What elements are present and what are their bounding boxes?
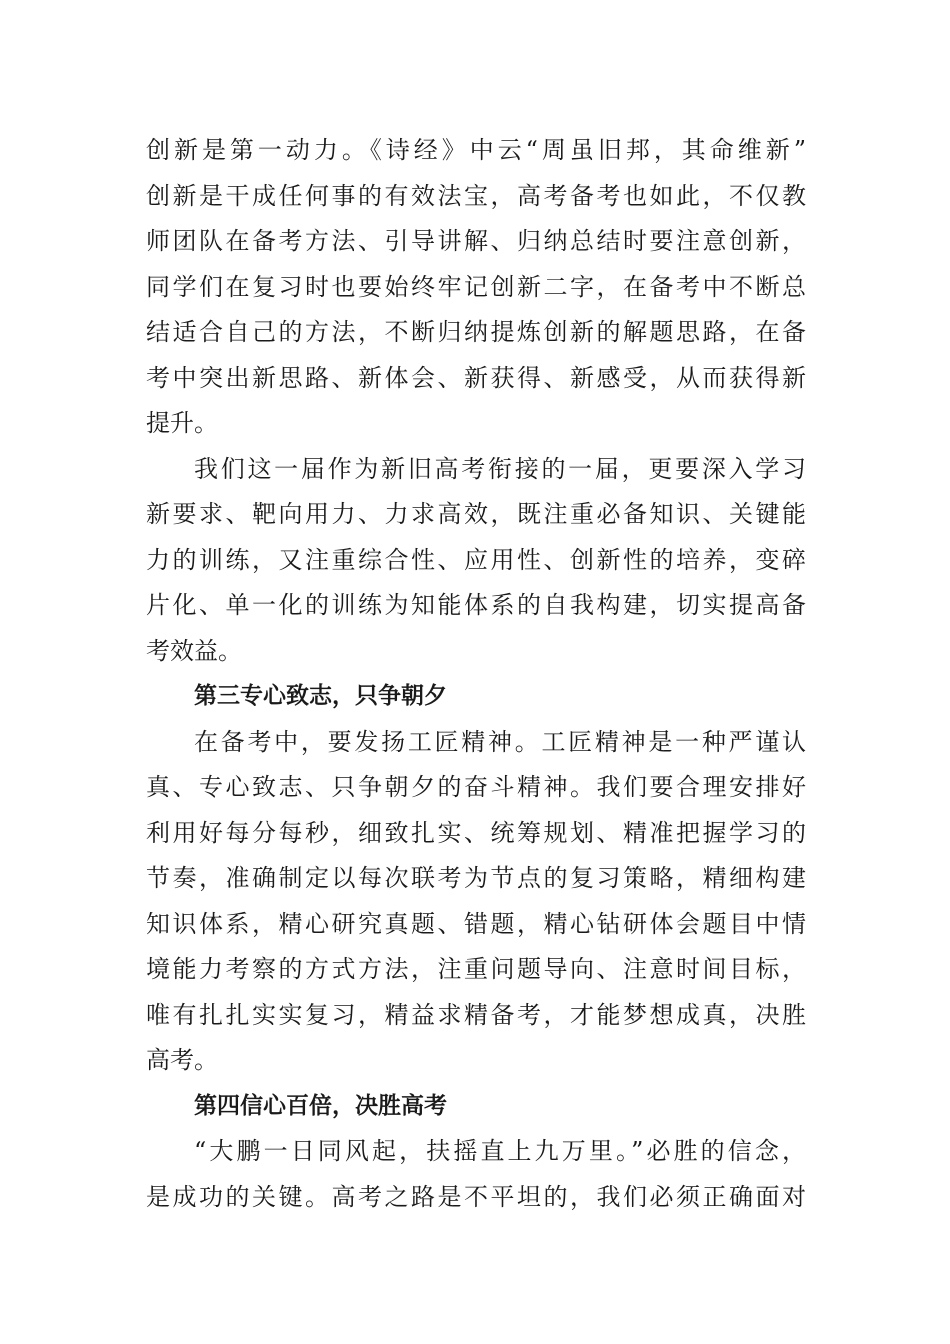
text-line: 结适合自己的方法，不断归纳提炼创新的解题思路，在备 bbox=[146, 318, 806, 346]
text-line: 片化、单一化的训练为知能体系的自我构建，切实提高备 bbox=[146, 591, 806, 619]
text-line: 同学们在复习时也要始终牢记创新二字，在备考中不断总 bbox=[146, 272, 806, 301]
text-line: 创新是干成任何事的有效法宝，高考备考也如此，不仅教 bbox=[146, 181, 806, 210]
text-line: “大鹏一日同风起，扶摇直上九万里。”必胜的信念， bbox=[194, 1137, 806, 1165]
text-line: 高考。 bbox=[146, 1046, 218, 1074]
text-line: 提升。 bbox=[146, 409, 218, 437]
text-line: 是成功的关键。高考之路是不平坦的，我们必须正确面对 bbox=[146, 1182, 806, 1211]
text-line: 节奏，准确制定以每次联考为节点的复习策略，精细构建 bbox=[146, 864, 806, 892]
text-line: 新要求、靶向用力、力求高效，既注重必备知识、关键能 bbox=[146, 500, 806, 528]
paragraph-craftsmanship bbox=[146, 720, 806, 1084]
paragraph-new-exam bbox=[146, 447, 806, 675]
text-line: 利用好每分每秒，细致扎实、统筹规划、精准把握学习的 bbox=[146, 818, 806, 847]
text-line: 创新是第一动力。《诗经》中云“周虽旧邦，其命维新” bbox=[146, 136, 806, 164]
section-heading-fourth: 第四信心百倍，决胜高考 bbox=[194, 1092, 447, 1119]
text-line: 知识体系，精心研究真题、错题，精心钻研体会题目中情 bbox=[146, 909, 806, 938]
text-line: 真、专心致志、只争朝夕的奋斗精神。我们要合理安排好 bbox=[146, 773, 806, 801]
text-line: 唯有扎扎实实复习，精益求精备考，才能梦想成真，决胜 bbox=[146, 1000, 806, 1029]
text-line: 在备考中，要发扬工匠精神。工匠精神是一种严谨认 bbox=[194, 727, 806, 756]
text-line: 考中突出新思路、新体会、新获得、新感受，从而获得新 bbox=[146, 363, 806, 392]
text-line: 考效益。 bbox=[146, 636, 242, 665]
text-line: 师团队在备考方法、引导讲解、归纳总结时要注意创新， bbox=[146, 227, 806, 255]
section-heading-third: 第三专心致志，只争朝夕 bbox=[194, 683, 447, 709]
paragraph-confidence bbox=[146, 1129, 806, 1220]
text-line: 境能力考察的方式方法，注重问题导向、注意时间目标， bbox=[146, 955, 806, 983]
document-body bbox=[146, 128, 806, 1220]
text-line: 我们这一届作为新旧高考衔接的一届，更要深入学习 bbox=[194, 454, 806, 483]
paragraph-innovation bbox=[146, 128, 806, 447]
text-line: 力的训练，又注重综合性、应用性、创新性的培养，变碎 bbox=[146, 545, 806, 574]
